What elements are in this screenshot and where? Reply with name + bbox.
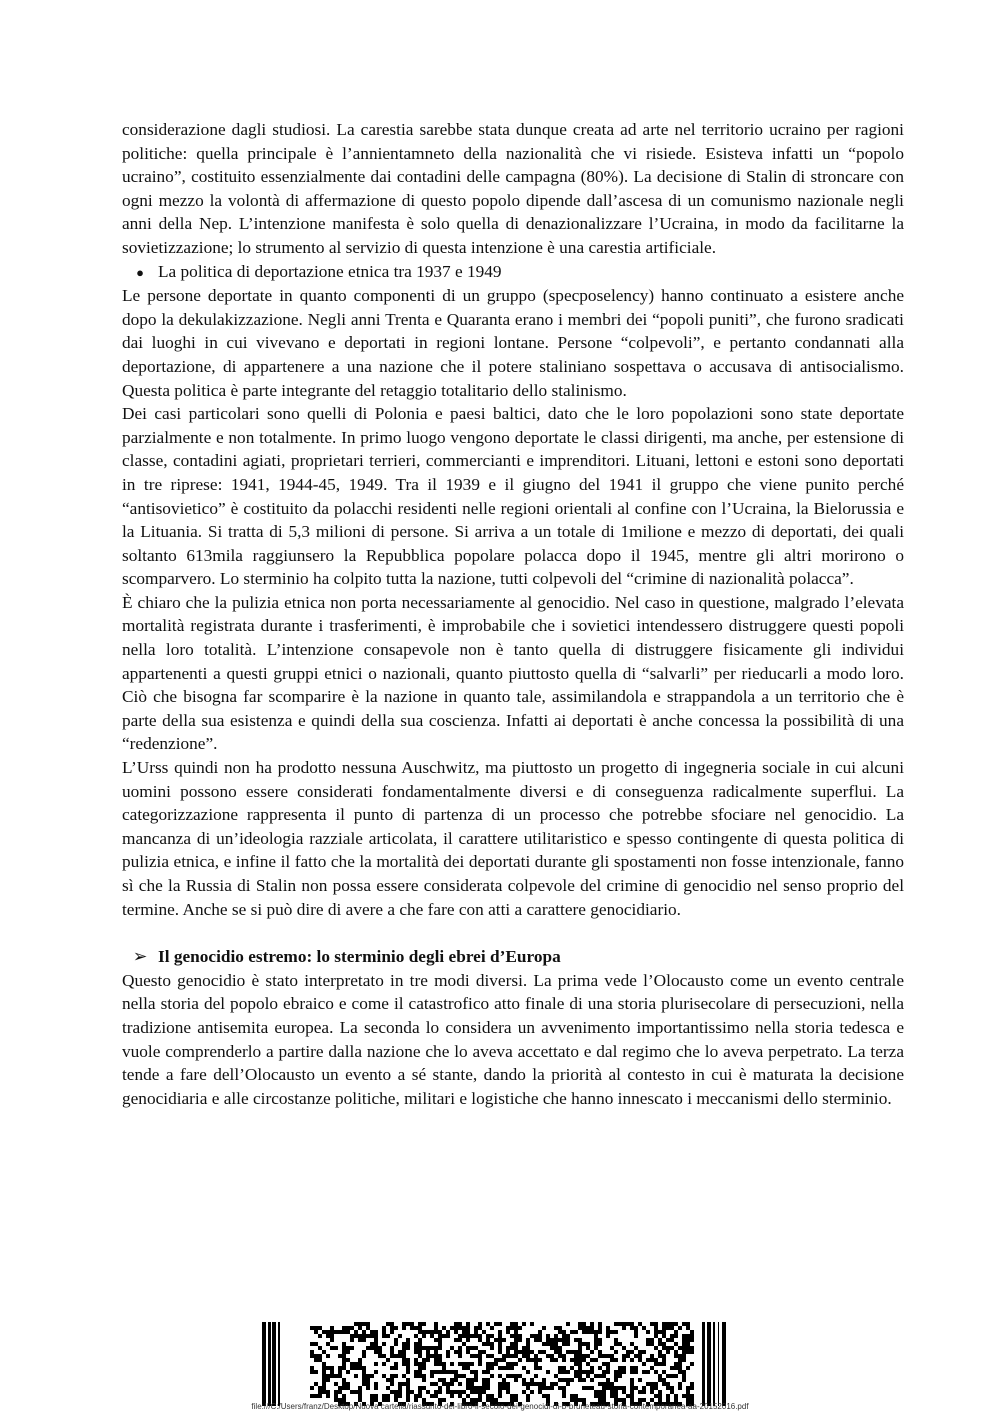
paragraph: L’Urss quindi non ha prodotto nessuna Auschwitz, ma piuttosto un progetto di ingegneria sociale in cui alcuni uomini possono essere considerati fondamentalmente diversi e di conseguenza radicalmente superflui. La categorizzazione rappresenta il punto di partenza di un processo che potrebbe sfociare nel genocidio. La mancanza di un’ideologia razziale articolata, il carattere utilitaristico e spesso contingente di questa politica di pulizia etnica, e infine il fatto che la mortalità dei deportati durante gli spostamenti non fosse intenzionale, fanno sì che la Russia di Stalin non possa essere considerata colpevole del crimine di genocidio nel senso proprio del termine. Anche se si può dire di avere a che fare con atti a carattere genocidiario. xyxy=(122,758,904,919)
document-body xyxy=(122,118,904,1110)
arrow-bullet-icon: ➢ xyxy=(132,947,148,967)
spacer xyxy=(122,921,904,945)
barcode-image xyxy=(262,1322,748,1406)
paragraph: È chiaro che la pulizia etnica non porta necessariamente al genocidio. Nel caso in questione, malgrado l’elevata mortalità registrata durante i trasferimenti, è improbabile che i sovietici intendessero distruggere questi popoli nella loro totalità. L’intenzione consapevole non è tanto quella di distruggere fisicamente gli individui appartenenti a questi gruppi etnici o nazionali, quanto piuttosto quella di “salvarli” per rieducarli a modo loro. Ciò che bisogna far scomparire è la nazione in quanto tale, assimilandola e strappandola a un territorio che è parte della sua esistenza e quindi della sua coscienza. Infatti ai deportati è anche concessa la possibilità di una “redenzione”. xyxy=(122,592,904,754)
section-heading xyxy=(122,945,904,969)
bullet-text: La politica di deportazione etnica tra 1937 e 1949 xyxy=(158,261,502,281)
paragraph: Dei casi particolari sono quelli di Polonia e paesi baltici, dato che le loro popolazioni sono state deportate parzialmente e non totalmente. In primo luogo vengono deportate le classi dirigenti, ma anche, per estensione di classe, contadini agiati, proprietari terrieri, commercianti e imprenditori. Lituani, lettoni e estoni sono deportati in tre riprese: 1941, 1944-45, 1949. Tra il 1939 e il giugno del 1941 il gruppo che viene punito perché “antisovietico” è costituito da polacchi residenti nelle regioni orientali al confine con l’Ucraina, la Bielorussia e la Lituania. Si tratta di 5,3 milioni di persone. Si arriva a un totale di 1milione e mezzo di deportati, dei quali soltanto 613mila raggiunsero la Repubblica popolare polacca dopo il 1945, mentre gli altri morirono o scomparvero. Lo sterminio ha colpito tutta la nazione, tutti colpevoli del “crimine di nazionalità polacca”. xyxy=(122,404,904,589)
bullet-item xyxy=(122,260,904,285)
footer-file-path: file:///C:/Users/franz/Desktop/Nuova cartella/riassunto-del-libro-il-secolo-dei-genocidi-di-b-bruneteau-storia-contemporanea-aa-20152016.pdf xyxy=(251,1402,749,1411)
paragraph: Questo genocidio è stato interpretato in tre modi diversi. La prima vede l’Olocausto come un evento centrale nella storia del popolo ebraico e come il catastrofico atto finale di una storia plurisecolare di persecuzioni, nella tradizione antisemita europea. La seconda lo considera un avvenimento importantissimo nella storia tedesca e vuole comprenderlo a partire dalla nazione che lo aveva accettato e dal regimo che lo aveva perpetrato. La terza tende a fare dell’Olocausto un evento a sé stante, dando la priorità al contesto in cui è maturata la decisione genocidiaria e alle circostanze politiche, militari e logistiche che hanno innescato i meccanismi dello sterminio. xyxy=(122,970,904,1108)
section-heading-text: Il genocidio estremo: lo sterminio degli ebrei d’Europa xyxy=(158,947,561,967)
bullet-icon: ● xyxy=(136,264,144,280)
paragraph: considerazione dagli studiosi. La carestia sarebbe stata dunque creata ad arte nel territorio ucraino per ragioni politiche: quella principale è l’annientamneto della nazionalità che vi risiede. Esisteva infatti un “popolo ucraino”, costituito essenzialmente dai contadini delle campagna (80%). La decisione di Stalin di stroncare con ogni mezzo la volontà di affermazione di questo popolo dipende dall’ascesa di un comunismo nazionale negli anni della Nep. L’intenzione manifesta è solo quella di denazionalizzare l’Ucraina, in modo da facilitarne la sovietizzazione; lo strumento al servizio di questa intenzione è una carestia artificiale. xyxy=(122,120,904,257)
paragraph: Le persone deportate in quanto componenti di un gruppo (specposelency) hanno continuato a esistere anche dopo la dekulakizzazione. Negli anni Trenta e Quaranta erano i membri dei “popoli puniti”, che furono sradicati dai luoghi in cui vivevano e deportati in regioni lontane. Persone “colpevoli”, e pertanto condannati alla deportazione, di appartenere a una nazione che il potere staliniano sospettava o accusava di antisocialismo. Questa politica è parte integrante del retaggio totalitario dello stalinismo. xyxy=(122,286,904,400)
